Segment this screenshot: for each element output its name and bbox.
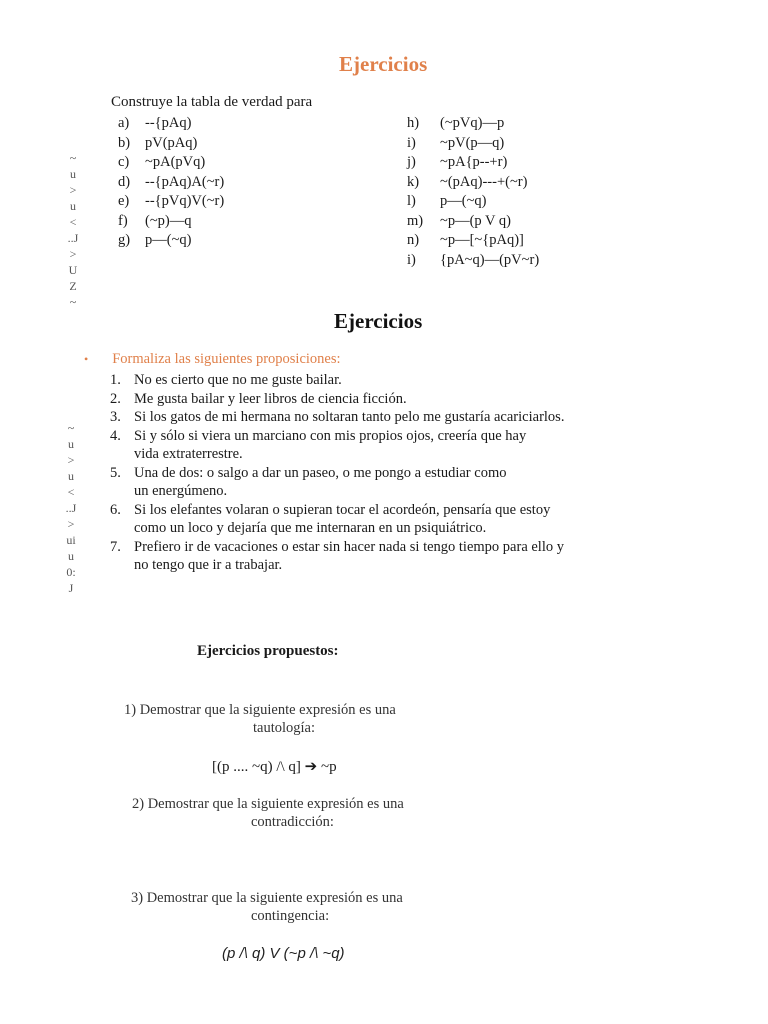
section3-title: Ejercicios propuestos: [197,643,339,659]
proposition-item [110,427,564,464]
margin-mark: u [68,549,74,563]
proposition-item [110,501,564,538]
margin-mark: u [70,167,76,181]
margin-mark: ..J [67,231,79,245]
margin-mark: ..J [65,501,77,515]
exercise-item [407,251,539,271]
exercise-expression: {pA~q)—(pV~r) [440,251,540,268]
exercise-item [407,114,539,134]
proposition-line: como un loco y dejaría que me internaran en un psiquiátrico. [134,520,487,536]
exercise-expression: pV(pAq) [145,134,198,151]
exercise-item [407,212,539,232]
bullet-row [84,350,341,368]
bullet-text: Formaliza las siguientes proposiciones: [112,351,341,367]
exercise-expression: --{pVq)V(~r) [145,193,225,209]
exercise-label: i) [407,134,416,151]
proposition-item [110,464,564,501]
proposition-line: no tengo que ir a trabajar. [134,557,283,573]
margin-mark: > [69,183,77,197]
margin-mark: J [68,581,74,595]
margin-mark: u [70,199,76,213]
exercise-expression: p—(~q) [145,232,192,248]
exercise-expression: p—(~q) [440,193,487,209]
section2-title: Ejercicios [334,309,423,333]
exercise-item [118,134,224,154]
margin-mark: > [67,517,75,531]
proposition-number: 3. [110,409,121,425]
bullet-icon: • [84,352,89,366]
proposition-number: 1. [110,372,121,388]
margin-mark: u [68,437,74,451]
margin-marks-bottom [62,422,80,598]
proposition-number: 4. [110,427,121,444]
exercise-item [118,114,224,134]
exercise-label: a) [118,115,130,131]
ex3-formula: (p /\ q) V (~p /\ ~q) [222,945,345,962]
ex1-kind: tautología: [253,720,316,736]
margin-mark: U [68,263,78,277]
margin-mark: 0: [66,565,76,579]
margin-mark: > [69,247,77,261]
ex3-statement: 3) Demostrar que la siguiente expresión es una [131,890,403,906]
exercise-label: k) [407,173,420,190]
proposition-item [110,538,564,575]
exercise-item [118,231,224,251]
margin-mark: ~ [69,151,77,165]
exercise-item [407,231,539,251]
exercise-label: l) [407,193,416,209]
margin-mark: ~ [67,421,75,435]
exercise-expression: ~p—(p V q) [440,212,511,229]
exercise-item [407,153,539,173]
exercise-label: h) [407,115,420,131]
exercise-label: d) [118,173,131,190]
proposition-line: un energúmeno. [134,483,228,499]
proposition-text [134,390,407,409]
exercise-expression: (~pVq)—p [440,115,505,131]
proposition-line: Me gusta bailar y leer libros de ciencia ficción. [134,390,407,407]
ex2-kind: contradicción: [251,814,334,830]
proposition-item [110,390,564,409]
proposition-line: vida extraterrestre. [134,446,243,462]
margin-marks-top [64,152,82,312]
exercise-expression: ~p—[~{pAq)] [440,232,524,248]
exercise-expression: --{pAq)A(~r) [145,173,225,190]
exercise-label: e) [118,193,130,209]
left-exercise-list [118,114,224,251]
margin-mark: < [67,485,75,499]
proposition-line: Si y sólo si viera un marciano con mis propios ojos, creería que hay [134,427,527,444]
proposition-text [134,408,564,427]
proposition-text [134,371,342,390]
proposition-text [134,464,506,501]
exercise-label: g) [118,232,131,248]
exercise-item [118,153,224,173]
ex1-statement: 1) Demostrar que la siguiente expresión es una [124,702,396,718]
exercise-expression: ~(pAq)---+(~r) [440,173,528,190]
exercise-item [118,173,224,193]
proposition-text [134,538,564,575]
exercise-expression: (~p)—q [145,212,192,229]
proposition-line: Si los gatos de mi hermana no soltaran tanto pelo me gustaría acariciarlos. [134,409,565,425]
margin-mark: < [69,215,77,229]
margin-mark: ui [66,533,76,547]
exercise-item [118,212,224,232]
proposition-number: 7. [110,538,121,555]
margin-mark: Z [69,279,77,293]
proposition-text [134,427,526,464]
exercise-item [407,192,539,212]
proposition-number: 5. [110,464,121,481]
proposition-item [110,408,564,427]
proposition-line: Una de dos: o salgo a dar un paseo, o me pongo a estudiar como [134,464,507,481]
exercise-label: i) [407,251,416,268]
exercise-label: b) [118,134,131,151]
proposition-number: 2. [110,390,121,407]
proposition-text [134,501,550,538]
margin-mark: ~ [69,295,77,309]
exercise-item [407,134,539,154]
ex1-formula: [(p .... ~q) /\ q] ➔ ~p [212,759,337,775]
proposition-line: Prefiero ir de vacaciones o estar sin hacer nada si tengo tiempo para ello y [134,538,564,555]
exercise-expression: --{pAq) [145,115,192,131]
exercise-label: c) [118,154,130,170]
exercise-item [407,173,539,193]
margin-mark: > [67,453,75,467]
proposition-line: No es cierto que no me guste bailar. [134,372,342,388]
exercise-label: f) [118,212,128,229]
ex3-kind: contingencia: [251,908,330,924]
section1-title: Ejercicios [339,52,428,76]
exercise-label: j) [407,154,416,170]
proposition-number: 6. [110,501,121,518]
exercise-item [118,192,224,212]
proposition-line: Si los elefantes volaran o supieran tocar el acordeón, pensaría que estoy [134,501,551,518]
section1-intro: Construye la tabla de verdad para [111,94,313,110]
exercise-label: n) [407,232,420,248]
exercise-expression: ~pA{p--+r) [440,154,508,170]
proposition-list [110,371,564,575]
exercise-expression: ~pA(pVq) [145,154,206,170]
exercise-expression: ~pV(p—q) [440,134,505,151]
right-exercise-list [407,114,539,270]
ex2-statement: 2) Demostrar que la siguiente expresión es una [132,796,404,812]
proposition-item [110,371,564,390]
exercise-label: m) [407,212,424,229]
margin-mark: u [68,469,74,483]
